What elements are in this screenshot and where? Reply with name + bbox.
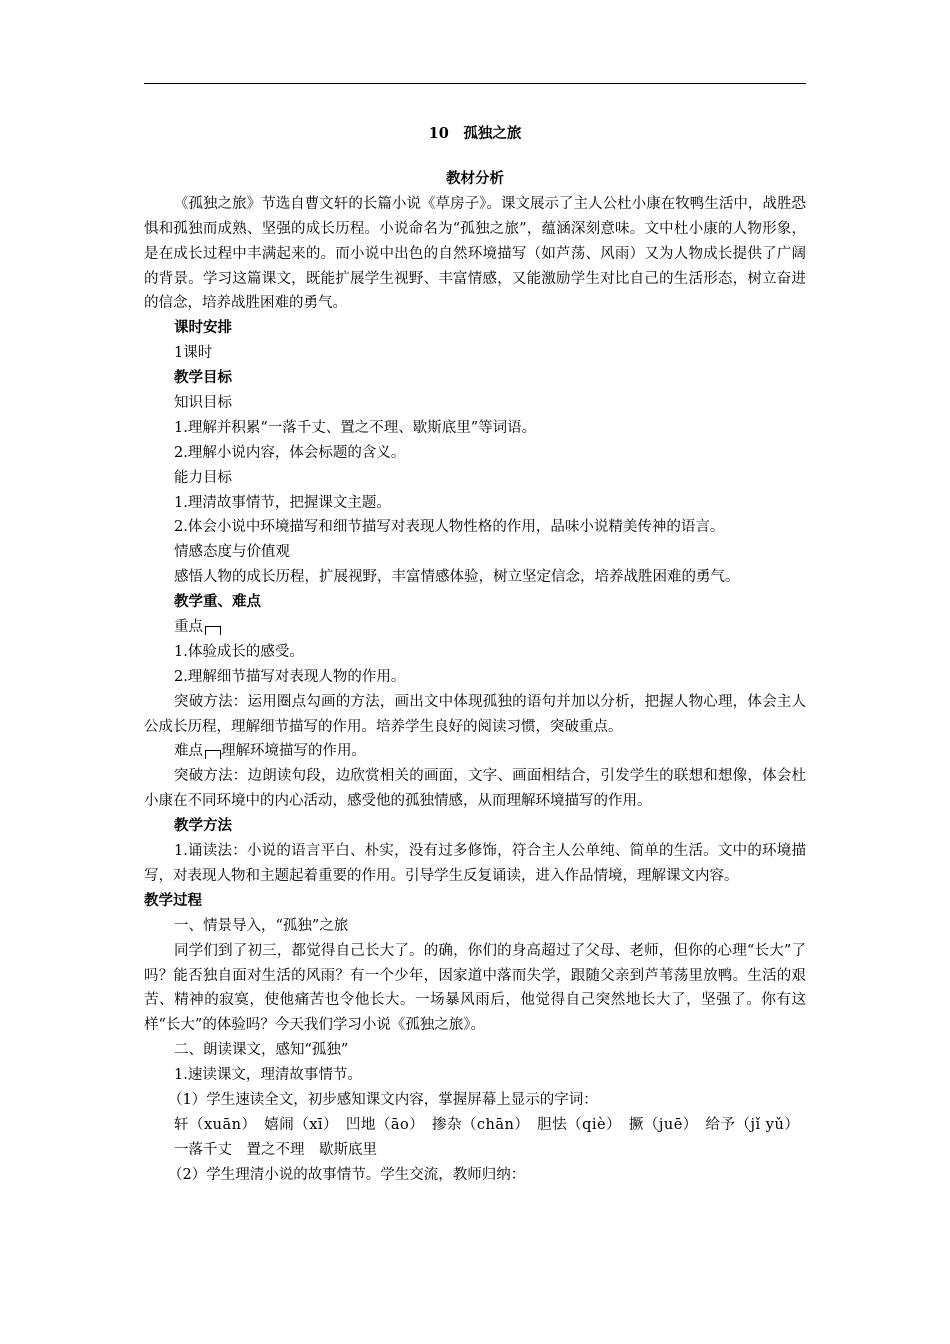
methods-text: 1.诵读法：小说的语言平白、朴实，没有过多修饰，符合主人公单纯、简单的生活。文中的环境描写，对表现人物和主题起着重要的作用。引导学生反复诵读，进入作品情境，理解课文内容。 bbox=[144, 843, 806, 884]
key-item-1: 1.体验成长的感受。 bbox=[174, 643, 304, 660]
document-body bbox=[144, 122, 806, 1188]
emotion-text: 感悟人物的成长历程，扩展视野，丰富情感体验，树立坚定信念，培养战胜困难的勇气。 bbox=[174, 569, 740, 586]
schedule-text: 1课时 bbox=[174, 345, 213, 362]
emotion-heading: 情感态度与价值观 bbox=[174, 544, 290, 561]
key-label-line bbox=[144, 615, 806, 640]
step2-item-1a: （1）学生速读全文，初步感知课文内容，掌握屏幕上显示的字词： bbox=[168, 1092, 598, 1109]
knowledge-heading: 知识目标 bbox=[174, 394, 232, 411]
goals-heading: 教学目标 bbox=[174, 369, 232, 387]
methods-heading: 教学方法 bbox=[174, 817, 232, 835]
analysis-paragraph: 《孤独之旅》节选自曹文轩的长篇小说《草房子》。课文展示了主人公杜小康在牧鸭生活中，战胜恐惧和孤独而成熟、坚强的成长历程。小说命名为“孤独之旅”，蕴涵深刻意味。文中杜小康的人物形象，是在成长过程中丰满起来的。而小说中出色的自然环境描写（如芦荡、风雨）又为人物成长提供了广阔的背景。学习这篇课文，既能扩展学生视野、丰富情感，又能激励学生对比自己的生活形态，树立奋进的信念，培养战胜困难的勇气。 bbox=[144, 195, 806, 312]
step2-heading: 二、朗读课文，感知“孤独” bbox=[174, 1042, 349, 1059]
key-method: 突破方法：运用圈点勾画的方法，画出文中体现孤独的语句并加以分析，把握人物心理，体会主人公成长历程，理解细节描写的作用。培养学生良好的阅读习惯，突破重点。 bbox=[144, 693, 806, 735]
ability-item-2: 2.体会小说中环境描写和细节描写对表现人物性格的作用，品味小说精美传神的语言。 bbox=[174, 519, 725, 536]
step2-item-1: 1.速读课文，理清故事情节。 bbox=[174, 1067, 362, 1084]
process-heading: 教学过程 bbox=[144, 891, 202, 909]
key-label: 重点 bbox=[174, 619, 203, 635]
header-rule bbox=[144, 83, 806, 84]
key-item-2: 2.理解细节描写对表现人物的作用。 bbox=[174, 668, 406, 685]
difficult-line bbox=[144, 739, 806, 764]
pinyin-vocabulary: 轩（xuān） 嬉闹（xī） 凹地（āo） 掺杂（chān） 胆怯（qiè） 撅（juē） 给予（jǐ yǔ） bbox=[174, 1116, 800, 1133]
keypoints-heading: 教学重、难点 bbox=[174, 593, 261, 611]
difficult-text: 理解环境描写的作用。 bbox=[221, 743, 366, 760]
document-title: 10 孤独之旅 bbox=[428, 125, 522, 142]
analysis-heading: 教材分析 bbox=[446, 169, 504, 187]
idioms-line: 一落千丈 置之不理 歇斯底里 bbox=[174, 1141, 377, 1158]
spacer bbox=[144, 147, 806, 167]
knowledge-item-1: 1.理解并积累“一落千丈、置之不理、歇斯底里”等词语。 bbox=[174, 419, 537, 436]
difficult-label: 难点 bbox=[174, 743, 203, 760]
step1-text: 同学们到了初三，都觉得自己长大了。的确，你们的身高超过了父母、老师，但你的心理“长大”了吗？能否独自面对生活的风雨？有一个少年，因家道中落而失学，跟随父亲到芦苇荡里放鸭。生活的艰苦、精神的寂寞，使他痛苦也令他长大。一场暴风雨后，他觉得自己突然地长大了，坚强了。你有这样“长大”的体验吗？今天我们学习小说《孤独之旅》。 bbox=[144, 942, 806, 1034]
difficult-method: 突破方法：边朗读句段，边欣赏相关的画面，文字、画面相结合，引发学生的联想和想像，体会杜小康在不同环境中的内心活动，感受他的孤独情感，从而理解环境描写的作用。 bbox=[144, 768, 806, 810]
step1-heading: 一、情景导入，“孤独”之旅 bbox=[174, 917, 349, 934]
underscore-mark bbox=[205, 626, 221, 635]
ability-item-1: 1.理清故事情节，把握课文主题。 bbox=[174, 494, 391, 511]
step2-item-1b: （2）学生理清小说的故事情节。学生交流，教师归纳： bbox=[168, 1166, 526, 1183]
underscore-mark bbox=[205, 750, 221, 759]
schedule-heading: 课时安排 bbox=[174, 319, 232, 337]
ability-heading: 能力目标 bbox=[174, 469, 232, 486]
knowledge-item-2: 2.理解小说内容，体会标题的含义。 bbox=[174, 444, 406, 461]
